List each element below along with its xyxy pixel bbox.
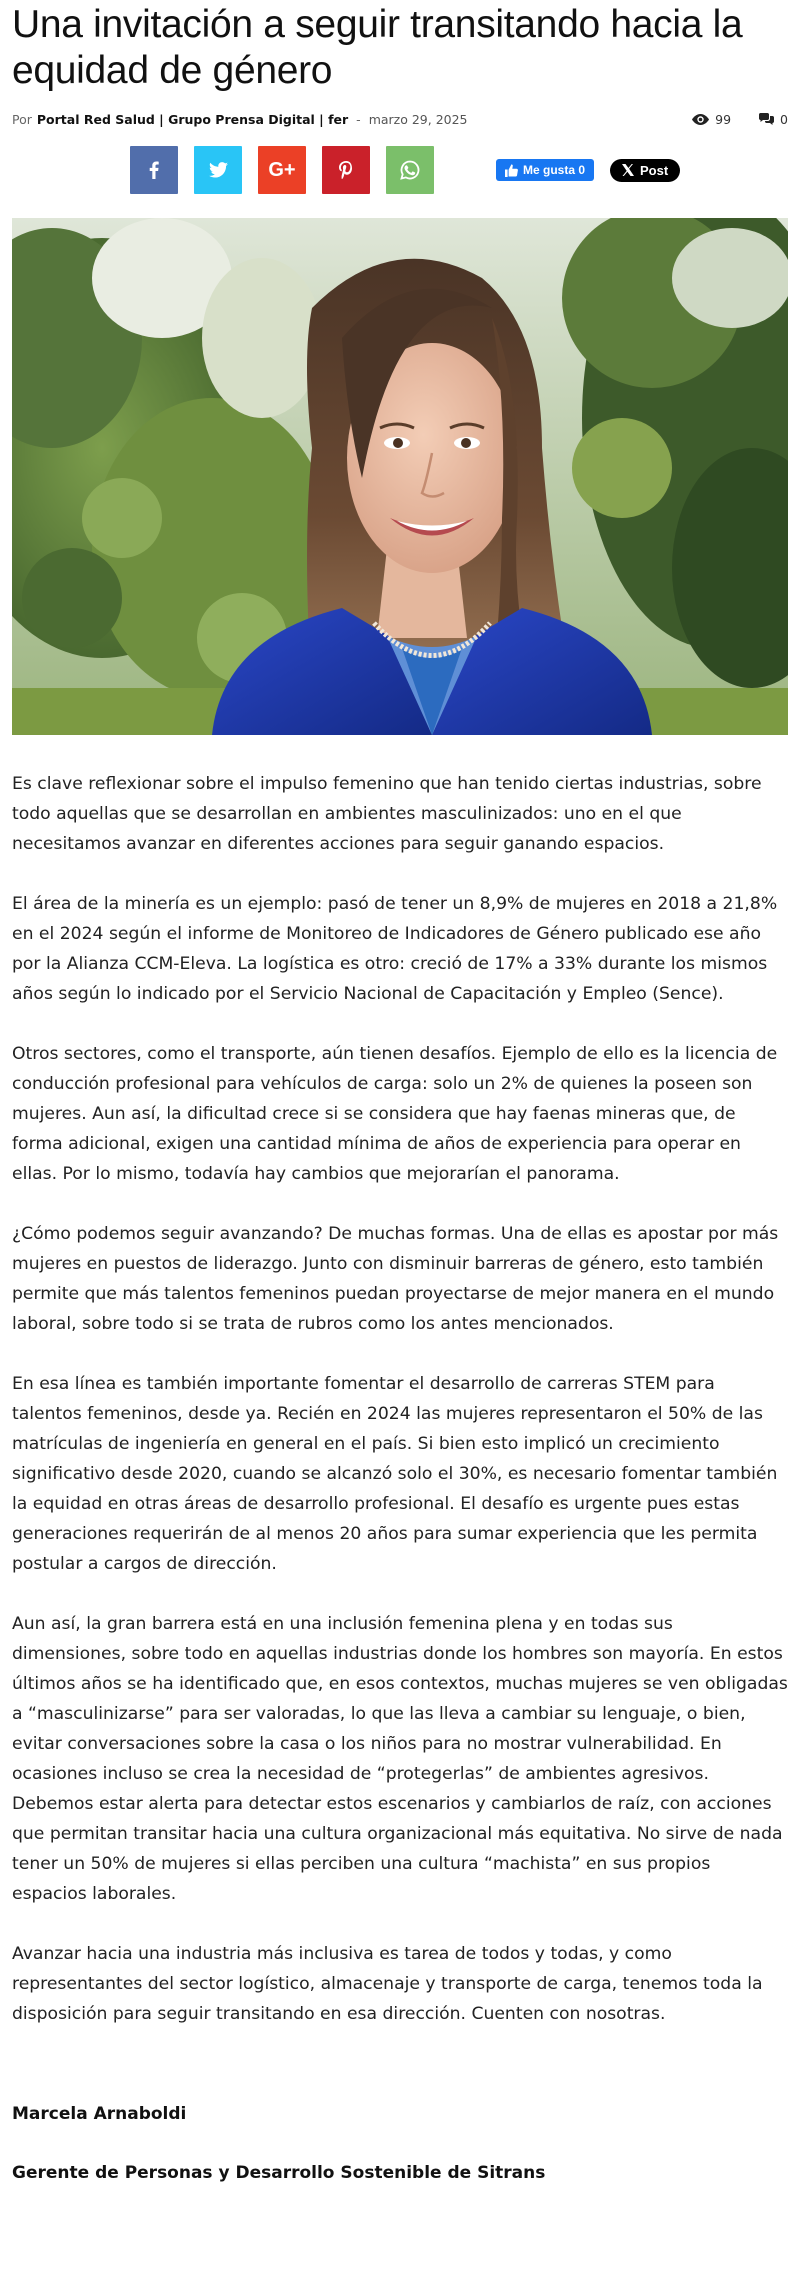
signature-name: Marcela Arnaboldi (12, 2104, 187, 2124)
by-label: Por (12, 111, 32, 127)
paragraph: Avanzar hacia una industria más inclusiva es tarea de todos y todas, y como representantes del sector logístico, almacenaje y transporte de carga, tenemos toda la disposición para seguir transitando en esa dirección. Cuenten con nosotras. (12, 1944, 763, 2024)
paragraph: El área de la minería es un ejemplo: pasó de tener un 8,9% de mujeres en 2018 a 21,8% en el 2024 según el informe de Monitoreo de Indicadores de Género publicado ese año por la Alianza CCM-Eleva. La logística es otro: creció de 17% a 33% durante los mismos años según lo indicado por el Servicio Nacional de Capacitación y Empleo (Sence). (12, 894, 778, 1004)
share-bar (12, 146, 788, 194)
pinterest-share-button[interactable] (322, 146, 370, 194)
facebook-icon (149, 161, 159, 179)
paragraph: Aun así, la gran barrera está en una inclusión femenina plena y en todas sus dimensiones, sobre todo en aquellas industrias donde los hombres son mayoría. En estos últimos años se ha identificado que, en esos contextos, muchas mujeres se ven obligadas a “masculinizarse” para ser valoradas, lo que las lleva a cambiar su lenguaje, o bien, evitar conversaciones sobre la casa o los niños para no mostrar vulnerabilidad. En ocasiones incluso se crea la necesidad de “protegerlas” de ambientes agresivos. Debemos estar alerta para detectar estos escenarios y cambiarlos de raíz, con acciones que permitan transitar hacia una cultura organizacional más equitativa. No sirve de nada tener un 50% de mujeres si ellas perciben una cultura “machista” en sus propios espacios laborales. (12, 1614, 788, 1904)
twitter-icon (209, 162, 228, 178)
views-count: 99 (715, 111, 732, 127)
facebook-like-button[interactable] (496, 159, 594, 181)
twitter-share-button[interactable] (194, 146, 242, 194)
signature-role: Gerente de Personas y Desarrollo Sostenible de Sitrans (12, 2163, 546, 2183)
comments-stat[interactable] (759, 112, 788, 127)
whatsapp-icon (400, 160, 420, 180)
meta-separator: - (356, 111, 361, 127)
author-link[interactable]: Portal Red Salud | Grupo Prensa Digital | fer (36, 111, 349, 127)
signature-block (12, 2099, 788, 2188)
whatsapp-share-button[interactable] (386, 146, 434, 194)
eye-icon (692, 114, 709, 125)
paragraph: ¿Cómo podemos seguir avanzando? De muchas formas. Una de ellas es apostar por más mujeres en puestos de liderazgo. Junto con disminuir barreras de género, esto también permite que más talentos femeninos puedan proyectarse de mejor manera en el mundo laboral, sobre todo si se trata de rubros como los antes mencionados. (12, 1224, 779, 1334)
comments-count: 0 (780, 111, 788, 127)
pinterest-icon (339, 161, 353, 179)
paragraph: Es clave reflexionar sobre el impulso femenino que han tenido ciertas industrias, sobre todo aquellas que se desarrollan en ambientes masculinizados: uno en el que necesitamos avanzar en diferentes acciones para seguir ganando espacios. (12, 774, 762, 854)
views-stat (692, 112, 731, 127)
thumbs-up-icon (505, 164, 518, 177)
hero-photo (12, 218, 788, 735)
article-meta (12, 106, 788, 132)
article-title: Una invitación a seguir transitando hacia la equidad de género (12, 3, 743, 92)
like-label: Me gusta 0 (523, 163, 586, 177)
publish-date: marzo 29, 2025 (368, 111, 468, 127)
facebook-share-button[interactable] (130, 146, 178, 194)
googleplus-share-button[interactable] (258, 146, 306, 194)
x-logo-icon (622, 164, 634, 176)
comments-icon (759, 113, 774, 125)
x-post-button[interactable] (610, 159, 680, 182)
article-body (12, 769, 788, 2188)
paragraph: En esa línea es también importante fomentar el desarrollo de carreras STEM para talentos femeninos, desde ya. Recién en 2024 las mujeres representaron el 50% de las matrículas de ingeniería en general en el país. Si bien esto implicó un crecimiento significativo desde 2020, cuando se alcanzó solo el 30%, es necesario fomentar también la equidad en otras áreas de desarrollo profesional. El desafío es urgente pues estas generaciones requerirán de al menos 20 años para sumar experiencia que les permita postular a cargos de dirección. (12, 1374, 778, 1574)
article-stats (692, 106, 788, 132)
googleplus-icon: G+ (268, 158, 296, 181)
post-label: Post (640, 162, 669, 178)
paragraph: Otros sectores, como el transporte, aún tienen desafíos. Ejemplo de ello es la licencia de conducción profesional para vehículos de carga: solo un 2% de quienes la poseen son mujeres. Aun así, la dificultad crece si se considera que hay faenas mineras que, de forma adicional, exigen una cantidad mínima de años de experiencia para operar en ellas. Por lo mismo, todavía hay cambios que mejorarían el panorama. (12, 1044, 778, 1184)
